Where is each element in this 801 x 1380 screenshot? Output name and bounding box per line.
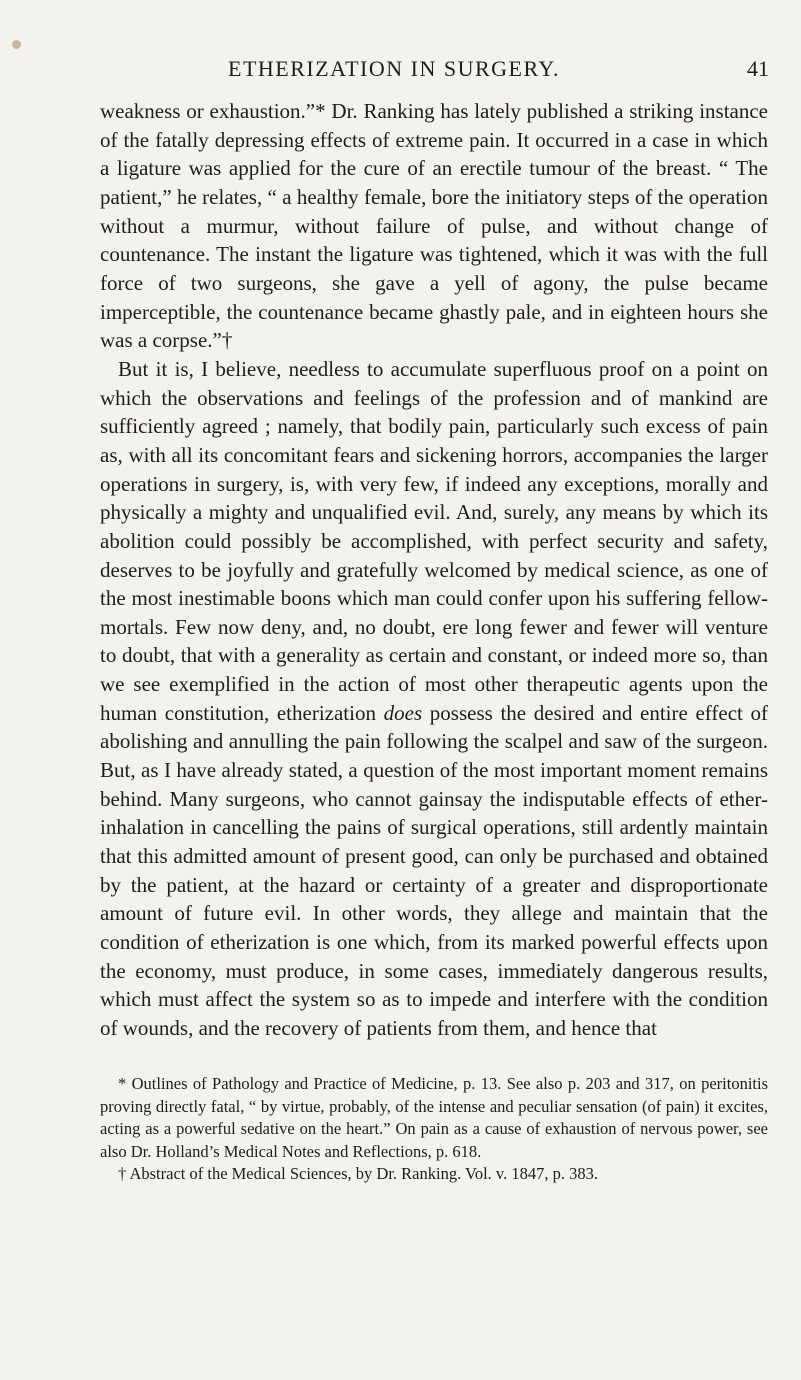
footnotes [100, 1073, 768, 1186]
paper-speck [12, 40, 21, 49]
emphasis-does: does [383, 700, 423, 725]
footnote-2: † Abstract of the Medical Sciences, by Dr. Ranking. Vol. v. 1847, p. 383. [118, 1164, 598, 1183]
running-title: ETHERIZATION IN SURGERY. [228, 56, 560, 81]
body-text [100, 97, 768, 1043]
paragraph-2-part-a: But it is, I believe, needless to accumulate superfluous proof on a point on which the observations and feelings of the profession and of mankind are sufficiently agreed ; namely, that bodily pain, particularly such excess of pain as, with all its concomitant fears and sickening horrors, accompanies the larger operations in surgery, is, with very few, if indeed any exceptions, morally and physically a mighty and unqualified evil. And, surely, any means by which its abolition could possibly be accomplished, with perfect security and safety, deserves to be joyfully and gratefully welcomed by medical science, as one of the most inestimable boons which man could confer upon his suffering fellow-mortals. Few now deny, and, no doubt, ere long fewer and fewer will venture to doubt, that with a generality as certain and constant, or indeed more so, than we see exemplified in the action of most other therapeutic agents upon the human constitution, etherization [100, 356, 768, 725]
paragraph-2 [100, 355, 768, 1043]
paragraph-1: weakness or exhaustion.”* Dr. Ranking has lately published a striking instance of the fatally depressing effects of extreme pain. It occurred in a case in which a ligature was applied for the cure of an erectile tumour of the breast. “ The patient,” he relates, “ a healthy female, bore the initiatory steps of the operation without a murmur, without failure of pulse, and without change of countenance. The instant the ligature was tightened, which it was with the full force of two surgeons, she gave a yell of agony, the pulse became imperceptible, the countenance became ghastly pale, and in eighteen hours she was a corpse.”† [100, 99, 768, 353]
paragraph-2-part-b: possess the desired and entire effect of abolishing and annulling the pain following the scalpel and saw of the surgeon. But, as I have already stated, a question of the most important moment remains behind. Many surgeons, who cannot gainsay the indisputable effects of ether-inhalation in cancelling the pains of surgical operations, still ardently maintain that this admitted amount of present good, can only be purchased and obtained by the patient, at the hazard or certainty of a greater and disproportionate amount of future evil. In other words, they allege and maintain that the condition of etherization is one which, from its marked powerful effects upon the economy, must produce, in some cases, immediately dangerous results, which must affect the system so as to impede and interfere with the condition of wounds, and the recovery of patients from them, and hence that [100, 700, 769, 1040]
footnote-1: * Outlines of Pathology and Practice of Medicine, p. 13. See also p. 203 and 317, on peritonitis proving directly fatal, “ by virtue, probably, of the intense and peculiar sensation (of pain) it excites, acting as a powerful sedative on the heart.” On pain as a cause of exhaustion of nervous power, see also Dr. Holland’s Medical Notes and Reflections, p. 618. [100, 1074, 768, 1161]
page-number: 41 [747, 56, 769, 81]
running-head [100, 56, 769, 86]
